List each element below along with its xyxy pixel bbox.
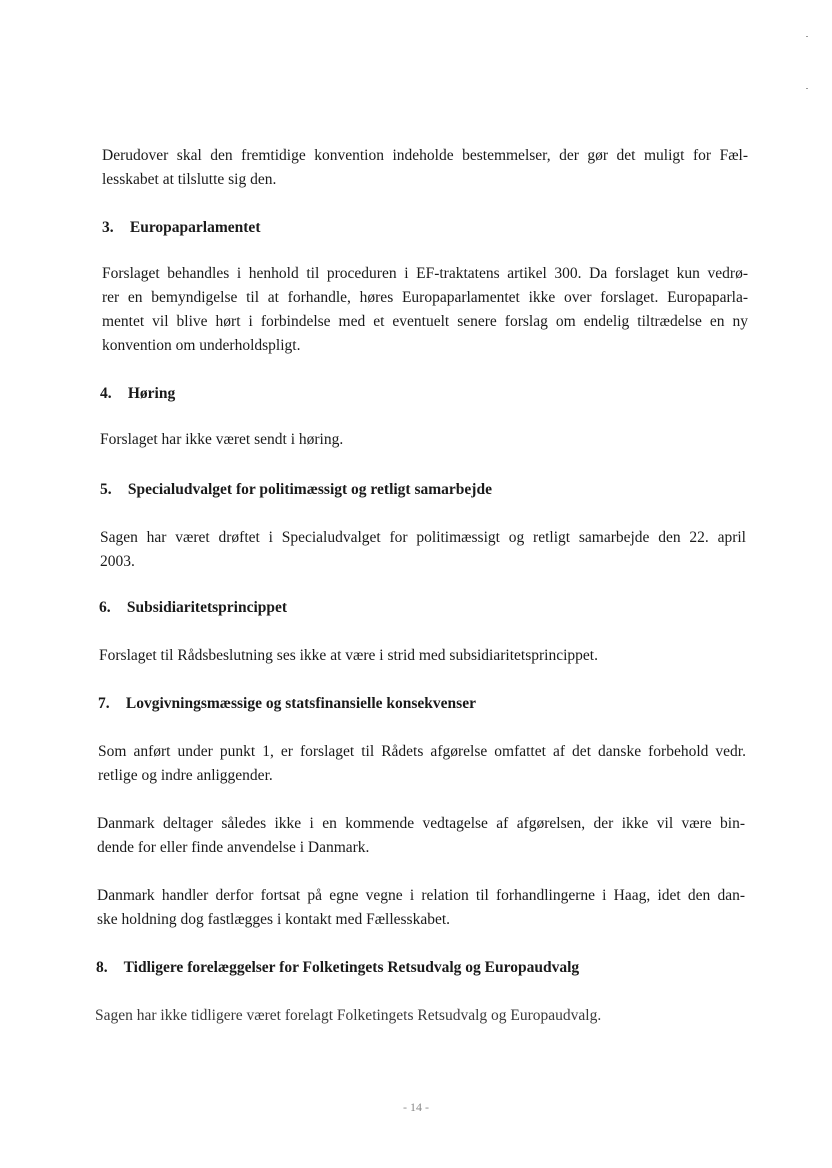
- paragraph-line: Sagen har været drøftet i Specialudvalget for politimæssigt og retligt samarbejde den 22. april: [100, 529, 746, 546]
- section-number: 8.: [96, 959, 108, 976]
- paragraph-section-8: [95, 1004, 745, 1028]
- paragraph-line: Som anført under punkt 1, er forslaget til Rådets afgørelse omfattet af det danske forbehold vedr.: [98, 743, 746, 760]
- section-number: 6.: [99, 599, 111, 616]
- paragraph-line: Danmark deltager således ikke i en kommende vedtagelse af afgørelsen, der ikke vil være bin-: [97, 815, 745, 832]
- paragraph-line: dende for eller finde anvendelse i Danmark.: [97, 839, 370, 856]
- paragraph-line: Forslaget har ikke været sendt i høring.: [100, 431, 344, 448]
- paragraph-line: mentet vil blive hørt i forbindelse med et eventuelt senere forslag om endelig tiltrædelse en ny: [102, 313, 748, 330]
- section-number: 5.: [100, 481, 112, 498]
- paragraph-line: Forslaget behandles i henhold til proceduren i EF-traktatens artikel 300. Da forslaget kun vedrø-: [102, 265, 748, 282]
- scan-speck: [806, 88, 808, 89]
- paragraph-section-3: [102, 262, 748, 358]
- paragraph-line: Danmark handler derfor fortsat på egne vegne i relation til forhandlingerne i Haag, idet den dan-: [97, 887, 745, 904]
- paragraph-section-7b: [97, 812, 745, 860]
- paragraph-line: konvention om underholdspligt.: [102, 337, 301, 354]
- paragraph-intro: [102, 144, 748, 192]
- paragraph-line: rer en bemyndigelse til at forhandle, høres Europaparlamentet ikke over forslaget. Europaparla-: [102, 289, 748, 306]
- paragraph-section-7a: [98, 740, 746, 788]
- section-number: 4.: [100, 385, 112, 402]
- section-heading-4: [100, 382, 175, 406]
- page-number: - 14 -: [403, 1100, 429, 1114]
- section-number: 3.: [102, 219, 114, 236]
- paragraph-line: Derudover skal den fremtidige konvention indeholde bestemmelser, der gør det muligt for Fæl-: [102, 147, 748, 164]
- section-title: Høring: [127, 385, 176, 402]
- section-title: Europaparlamentet: [129, 219, 261, 236]
- section-heading-6: [99, 596, 287, 620]
- section-number: 7.: [98, 695, 110, 712]
- paragraph-line: ske holdning dog fastlægges i kontakt med Fællesskabet.: [97, 911, 451, 928]
- section-heading-3: [102, 216, 260, 240]
- paragraph-line: lesskabet at tilslutte sig den.: [102, 171, 277, 188]
- section-heading-5: [100, 478, 492, 502]
- paragraph-line: Forslaget til Rådsbeslutning ses ikke at være i strid med subsidiaritetsprincippet.: [99, 647, 598, 664]
- paragraph-section-6: [99, 644, 745, 668]
- paragraph-section-7c: [97, 884, 745, 932]
- paragraph-line: retlige og indre anliggender.: [98, 767, 273, 784]
- paragraph-line: 2003.: [100, 553, 135, 570]
- paragraph-section-5: [100, 526, 746, 574]
- paragraph-line: Sagen har ikke tidligere været forelagt Folketingets Retsudvalg og Europaudvalg.: [95, 1007, 602, 1024]
- scan-speck: [806, 36, 808, 37]
- section-heading-7: [98, 692, 476, 716]
- section-title: Subsidiaritetsprincippet: [126, 599, 288, 616]
- section-title: Specialudvalget for politimæssigt og retligt samarbejde: [127, 481, 492, 498]
- section-title: Lovgivningsmæssige og statsfinansielle konsekvenser: [125, 695, 476, 712]
- paragraph-section-4: [100, 428, 746, 452]
- section-title: Tidligere forelæggelser for Folketingets Retsudvalg og Europaudvalg: [123, 959, 580, 976]
- section-heading-8: [96, 956, 579, 980]
